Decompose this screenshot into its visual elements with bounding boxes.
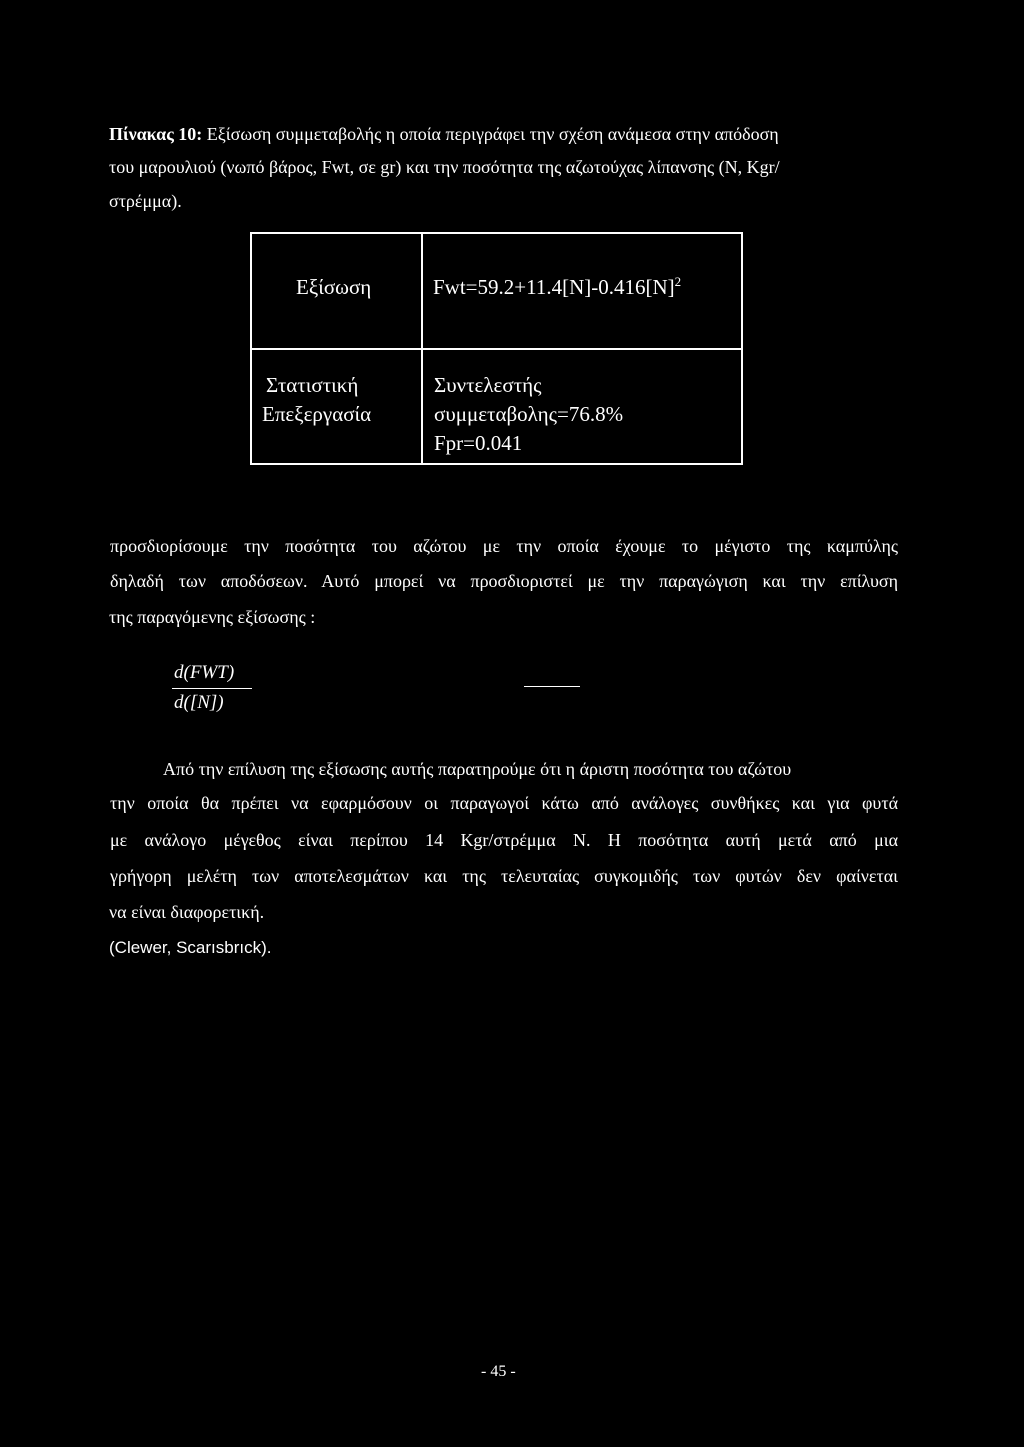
table-row2-value-2: συμμεταβολης=76.8% <box>434 402 624 426</box>
para1-line-1: προσδιορίσουμε την ποσότητα του αζώτου με την οποία έχουμε το μέγιστο της καμπύλης <box>110 536 898 556</box>
table-row2-label-1: Στατιστική <box>266 373 359 397</box>
equation-text: Fwt=59.2+11.4[N]-0.416[N] <box>433 275 675 299</box>
para1-line-3: της παραγόμενης εξίσωσης : <box>109 607 316 627</box>
para2-line-4: γρήγορη μελέτη των αποτελεσμάτων και της τελευταίας συγκομιδής των φυτών δεν φαίνεται <box>110 866 898 886</box>
para1-line-2: δηλαδή των αποδόσεων. Αυτό μπορεί να προσδιοριστεί με την παραγώγιση και την επίλυση <box>110 571 898 591</box>
table-row2-label-2: Επεξεργασία <box>262 402 372 426</box>
formula-dash <box>524 686 580 687</box>
caption-line-2: του μαρουλιού (νωπό βάρος, Fwt, σε gr) και την ποσότητα της αζωτούχας λίπανσης (Ν, Kgr/ <box>109 157 780 177</box>
table-row2-value-3: Fpr=0.041 <box>434 431 523 455</box>
para2-line-2: την οποία θα πρέπει να εφαρμόσουν οι παραγωγοί κάτω από ανάλογες συνθήκες και για φυτά <box>110 793 898 813</box>
para2-line-1: Από την επίλυση της εξίσωσης αυτής παρατηρούμε ότι η άριστη ποσότητα του αζώτου <box>163 759 792 779</box>
para2-line-6: (Clewer, Scarısbrıck). <box>109 938 272 957</box>
caption-label: Πίνακας 10: <box>109 124 203 144</box>
caption-line-1 <box>109 123 779 145</box>
equation-superscript: 2 <box>674 274 682 289</box>
formula-fraction-bar <box>172 688 252 689</box>
page-number: - 45 - <box>481 1363 516 1380</box>
table-row2-value-1: Συντελεστής <box>434 373 542 397</box>
table-row1-label: Εξίσωση <box>296 275 372 299</box>
para2-line-3: με ανάλογο μέγεθος είναι περίπου 14 Kgr/στρέμμα Ν. Η ποσότητα αυτή μετά από μια <box>110 830 898 850</box>
table-row1-value <box>433 274 681 300</box>
formula-numerator: d(FWT) <box>174 662 235 683</box>
table-row-divider <box>250 348 743 350</box>
caption-line-3: στρέμμα). <box>109 191 182 211</box>
formula-denominator: d([N]) <box>174 692 224 713</box>
para2-line-5: να είναι διαφορετική. <box>109 902 265 922</box>
caption-text-1: Εξίσωση συμμεταβολής η οποία περιγράφει την σχέση ανάμεσα στην απόδοση <box>206 124 779 144</box>
